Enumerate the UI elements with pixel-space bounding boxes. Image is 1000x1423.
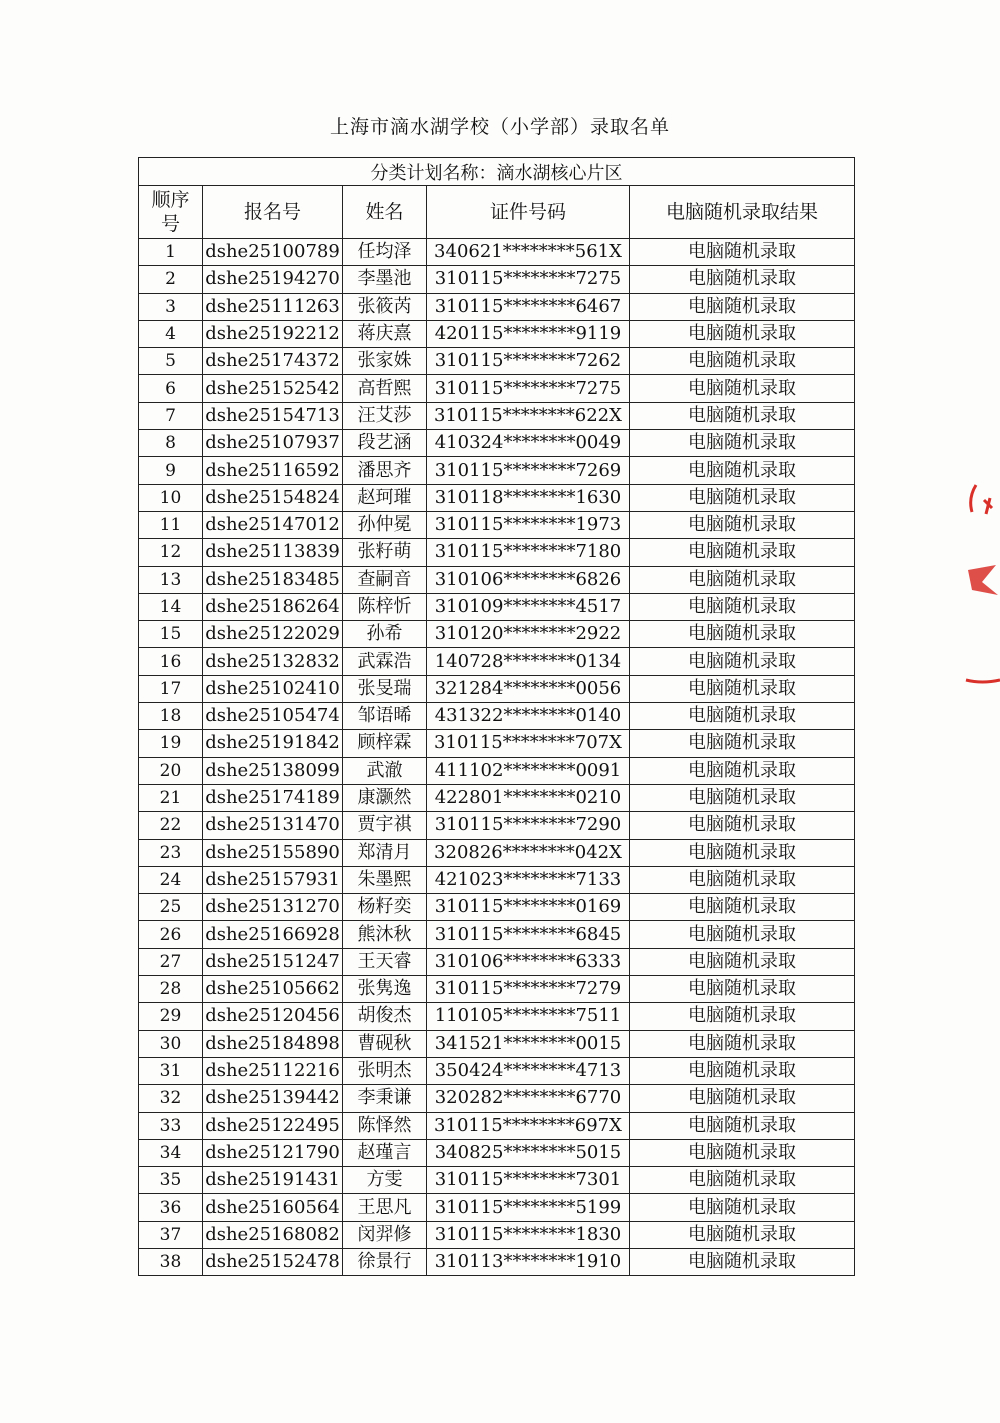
table-row bbox=[139, 976, 855, 1003]
cell-result: 电脑随机录取 bbox=[630, 1139, 855, 1166]
table-row bbox=[139, 948, 855, 975]
cell-name: 康灏然 bbox=[343, 784, 427, 811]
cell-seq: 5 bbox=[139, 348, 203, 375]
table-row bbox=[139, 757, 855, 784]
plan-name-row bbox=[139, 158, 855, 186]
cell-name: 陈怿然 bbox=[343, 1112, 427, 1139]
cell-seq: 4 bbox=[139, 320, 203, 347]
table-row bbox=[139, 348, 855, 375]
cell-seq: 16 bbox=[139, 648, 203, 675]
cell-id-no: 310113********1910 bbox=[427, 1248, 630, 1275]
cell-seq: 32 bbox=[139, 1085, 203, 1112]
cell-seq: 22 bbox=[139, 812, 203, 839]
cell-result: 电脑随机录取 bbox=[630, 976, 855, 1003]
cell-reg-no: dshe25131470 bbox=[203, 812, 343, 839]
cell-result: 电脑随机录取 bbox=[630, 1030, 855, 1057]
cell-seq: 21 bbox=[139, 784, 203, 811]
table-row bbox=[139, 621, 855, 648]
cell-name: 朱墨熙 bbox=[343, 866, 427, 893]
cell-result: 电脑随机录取 bbox=[630, 675, 855, 702]
cell-result: 电脑随机录取 bbox=[630, 730, 855, 757]
table-row bbox=[139, 539, 855, 566]
table-row bbox=[139, 430, 855, 457]
cell-seq: 17 bbox=[139, 675, 203, 702]
cell-name: 贾宇祺 bbox=[343, 812, 427, 839]
cell-id-no: 350424********4713 bbox=[427, 1057, 630, 1084]
table-row bbox=[139, 839, 855, 866]
cell-seq: 13 bbox=[139, 566, 203, 593]
cell-result: 电脑随机录取 bbox=[630, 430, 855, 457]
cell-reg-no: dshe25105474 bbox=[203, 703, 343, 730]
cell-id-no: 310115********6845 bbox=[427, 921, 630, 948]
table-row bbox=[139, 266, 855, 293]
cell-result: 电脑随机录取 bbox=[630, 866, 855, 893]
cell-reg-no: dshe25194270 bbox=[203, 266, 343, 293]
table-row bbox=[139, 730, 855, 757]
cell-id-no: 310115********7301 bbox=[427, 1167, 630, 1194]
cell-id-no: 320282********6770 bbox=[427, 1085, 630, 1112]
cell-reg-no: dshe25183485 bbox=[203, 566, 343, 593]
cell-reg-no: dshe25152542 bbox=[203, 375, 343, 402]
cell-reg-no: dshe25138099 bbox=[203, 757, 343, 784]
cell-id-no: 310120********2922 bbox=[427, 621, 630, 648]
cell-seq: 34 bbox=[139, 1139, 203, 1166]
table-row bbox=[139, 511, 855, 538]
table-row bbox=[139, 566, 855, 593]
cell-id-no: 310115********7275 bbox=[427, 266, 630, 293]
cell-reg-no: dshe25152478 bbox=[203, 1248, 343, 1275]
table-row bbox=[139, 1167, 855, 1194]
cell-reg-no: dshe25151247 bbox=[203, 948, 343, 975]
cell-reg-no: dshe25191431 bbox=[203, 1167, 343, 1194]
header-name: 姓名 bbox=[343, 186, 427, 239]
page-title: 上海市滴水湖学校（小学部）录取名单 bbox=[329, 116, 670, 138]
table-row bbox=[139, 675, 855, 702]
cell-name: 曹砚秋 bbox=[343, 1030, 427, 1057]
cell-seq: 19 bbox=[139, 730, 203, 757]
cell-result: 电脑随机录取 bbox=[630, 1003, 855, 1030]
cell-reg-no: dshe25105662 bbox=[203, 976, 343, 1003]
cell-name: 张旻瑞 bbox=[343, 675, 427, 702]
table-row bbox=[139, 1248, 855, 1275]
cell-reg-no: dshe25154713 bbox=[203, 402, 343, 429]
cell-name: 段艺涵 bbox=[343, 430, 427, 457]
cell-name: 张隽逸 bbox=[343, 976, 427, 1003]
cell-reg-no: dshe25186264 bbox=[203, 593, 343, 620]
cell-reg-no: dshe25160564 bbox=[203, 1194, 343, 1221]
cell-id-no: 310115********1973 bbox=[427, 511, 630, 538]
cell-result: 电脑随机录取 bbox=[630, 593, 855, 620]
cell-result: 电脑随机录取 bbox=[630, 1167, 855, 1194]
cell-result: 电脑随机录取 bbox=[630, 511, 855, 538]
cell-result: 电脑随机录取 bbox=[630, 757, 855, 784]
cell-id-no: 422801********0210 bbox=[427, 784, 630, 811]
cell-seq: 10 bbox=[139, 484, 203, 511]
plan-name-label: 分类计划名称：滴水湖核心片区 bbox=[139, 158, 855, 186]
cell-seq: 33 bbox=[139, 1112, 203, 1139]
table-row bbox=[139, 1139, 855, 1166]
cell-id-no: 310115********5199 bbox=[427, 1194, 630, 1221]
cell-id-no: 310115********622X bbox=[427, 402, 630, 429]
cell-result: 电脑随机录取 bbox=[630, 921, 855, 948]
cell-name: 张家姝 bbox=[343, 348, 427, 375]
cell-reg-no: dshe25102410 bbox=[203, 675, 343, 702]
cell-seq: 36 bbox=[139, 1194, 203, 1221]
cell-id-no: 410324********0049 bbox=[427, 430, 630, 457]
cell-result: 电脑随机录取 bbox=[630, 293, 855, 320]
cell-reg-no: dshe25113839 bbox=[203, 539, 343, 566]
cell-reg-no: dshe25112216 bbox=[203, 1057, 343, 1084]
table-row bbox=[139, 1221, 855, 1248]
cell-result: 电脑随机录取 bbox=[630, 812, 855, 839]
cell-id-no: 140728********0134 bbox=[427, 648, 630, 675]
cell-reg-no: dshe25111263 bbox=[203, 293, 343, 320]
table-row bbox=[139, 375, 855, 402]
cell-result: 电脑随机录取 bbox=[630, 703, 855, 730]
cell-reg-no: dshe25132832 bbox=[203, 648, 343, 675]
cell-name: 张明杰 bbox=[343, 1057, 427, 1084]
table-row bbox=[139, 894, 855, 921]
cell-name: 汪艾莎 bbox=[343, 402, 427, 429]
cell-name: 杨籽奕 bbox=[343, 894, 427, 921]
cell-name: 邹语晞 bbox=[343, 703, 427, 730]
cell-name: 胡俊杰 bbox=[343, 1003, 427, 1030]
cell-seq: 8 bbox=[139, 430, 203, 457]
cell-result: 电脑随机录取 bbox=[630, 1248, 855, 1275]
cell-seq: 20 bbox=[139, 757, 203, 784]
cell-id-no: 310115********697X bbox=[427, 1112, 630, 1139]
cell-seq: 12 bbox=[139, 539, 203, 566]
cell-reg-no: dshe25154824 bbox=[203, 484, 343, 511]
cell-result: 电脑随机录取 bbox=[630, 375, 855, 402]
cell-reg-no: dshe25155890 bbox=[203, 839, 343, 866]
cell-result: 电脑随机录取 bbox=[630, 1221, 855, 1248]
cell-reg-no: dshe25192212 bbox=[203, 320, 343, 347]
cell-id-no: 310115********0169 bbox=[427, 894, 630, 921]
table-row bbox=[139, 484, 855, 511]
cell-result: 电脑随机录取 bbox=[630, 1057, 855, 1084]
cell-id-no: 310115********7262 bbox=[427, 348, 630, 375]
cell-result: 电脑随机录取 bbox=[630, 484, 855, 511]
table-row bbox=[139, 1194, 855, 1221]
seal-icon bbox=[962, 470, 1000, 690]
cell-name: 孙仲冕 bbox=[343, 511, 427, 538]
table-row bbox=[139, 1085, 855, 1112]
table-row bbox=[139, 784, 855, 811]
table-row bbox=[139, 648, 855, 675]
cell-seq: 25 bbox=[139, 894, 203, 921]
cell-result: 电脑随机录取 bbox=[630, 894, 855, 921]
table-row bbox=[139, 402, 855, 429]
cell-name: 赵瑾言 bbox=[343, 1139, 427, 1166]
cell-id-no: 310115********7279 bbox=[427, 976, 630, 1003]
cell-seq: 28 bbox=[139, 976, 203, 1003]
cell-name: 赵珂璀 bbox=[343, 484, 427, 511]
cell-name: 高哲熙 bbox=[343, 375, 427, 402]
cell-id-no: 340621********561X bbox=[427, 239, 630, 266]
cell-id-no: 310115********707X bbox=[427, 730, 630, 757]
table-row bbox=[139, 457, 855, 484]
cell-name: 李墨池 bbox=[343, 266, 427, 293]
cell-name: 徐景行 bbox=[343, 1248, 427, 1275]
cell-seq: 9 bbox=[139, 457, 203, 484]
cell-name: 任均泽 bbox=[343, 239, 427, 266]
cell-reg-no: dshe25174372 bbox=[203, 348, 343, 375]
cell-id-no: 431322********0140 bbox=[427, 703, 630, 730]
cell-id-no: 320826********042X bbox=[427, 839, 630, 866]
table-row bbox=[139, 703, 855, 730]
table-row bbox=[139, 1057, 855, 1084]
cell-name: 陈梓忻 bbox=[343, 593, 427, 620]
cell-seq: 38 bbox=[139, 1248, 203, 1275]
table-row bbox=[139, 293, 855, 320]
header-result: 电脑随机录取结果 bbox=[630, 186, 855, 239]
table-row bbox=[139, 1030, 855, 1057]
cell-name: 张籽萌 bbox=[343, 539, 427, 566]
cell-result: 电脑随机录取 bbox=[630, 784, 855, 811]
cell-result: 电脑随机录取 bbox=[630, 1194, 855, 1221]
cell-id-no: 310115********7180 bbox=[427, 539, 630, 566]
cell-id-no: 310109********4517 bbox=[427, 593, 630, 620]
cell-result: 电脑随机录取 bbox=[630, 402, 855, 429]
admission-table bbox=[138, 157, 855, 1276]
cell-id-no: 321284********0056 bbox=[427, 675, 630, 702]
table-row bbox=[139, 320, 855, 347]
cell-reg-no: dshe25157931 bbox=[203, 866, 343, 893]
cell-id-no: 310106********6333 bbox=[427, 948, 630, 975]
cell-reg-no: dshe25131270 bbox=[203, 894, 343, 921]
cell-reg-no: dshe25107937 bbox=[203, 430, 343, 457]
cell-result: 电脑随机录取 bbox=[630, 648, 855, 675]
cell-id-no: 421023********7133 bbox=[427, 866, 630, 893]
table-row bbox=[139, 1112, 855, 1139]
cell-name: 方雯 bbox=[343, 1167, 427, 1194]
cell-reg-no: dshe25174189 bbox=[203, 784, 343, 811]
cell-reg-no: dshe25100789 bbox=[203, 239, 343, 266]
cell-seq: 2 bbox=[139, 266, 203, 293]
cell-name: 顾梓霖 bbox=[343, 730, 427, 757]
cell-id-no: 310115********6467 bbox=[427, 293, 630, 320]
cell-reg-no: dshe25139442 bbox=[203, 1085, 343, 1112]
cell-name: 熊沐秋 bbox=[343, 921, 427, 948]
cell-result: 电脑随机录取 bbox=[630, 457, 855, 484]
cell-id-no: 310118********1630 bbox=[427, 484, 630, 511]
cell-name: 孙希 bbox=[343, 621, 427, 648]
table-row bbox=[139, 866, 855, 893]
cell-name: 张筱芮 bbox=[343, 293, 427, 320]
table-row bbox=[139, 921, 855, 948]
cell-seq: 11 bbox=[139, 511, 203, 538]
cell-result: 电脑随机录取 bbox=[630, 266, 855, 293]
cell-name: 闵羿修 bbox=[343, 1221, 427, 1248]
table-row bbox=[139, 812, 855, 839]
cell-reg-no: dshe25147012 bbox=[203, 511, 343, 538]
cell-id-no: 310115********1830 bbox=[427, 1221, 630, 1248]
cell-id-no: 310115********7290 bbox=[427, 812, 630, 839]
cell-result: 电脑随机录取 bbox=[630, 566, 855, 593]
cell-result: 电脑随机录取 bbox=[630, 348, 855, 375]
cell-seq: 35 bbox=[139, 1167, 203, 1194]
cell-seq: 29 bbox=[139, 1003, 203, 1030]
cell-name: 武霖浩 bbox=[343, 648, 427, 675]
cell-reg-no: dshe25184898 bbox=[203, 1030, 343, 1057]
table-row bbox=[139, 1003, 855, 1030]
cell-id-no: 340825********5015 bbox=[427, 1139, 630, 1166]
cell-seq: 15 bbox=[139, 621, 203, 648]
cell-seq: 23 bbox=[139, 839, 203, 866]
cell-name: 李秉谦 bbox=[343, 1085, 427, 1112]
cell-id-no: 310115********7275 bbox=[427, 375, 630, 402]
cell-seq: 26 bbox=[139, 921, 203, 948]
cell-seq: 27 bbox=[139, 948, 203, 975]
header-reg-no: 报名号 bbox=[203, 186, 343, 239]
header-id-no: 证件号码 bbox=[427, 186, 630, 239]
cell-reg-no: dshe25120456 bbox=[203, 1003, 343, 1030]
cell-seq: 6 bbox=[139, 375, 203, 402]
cell-reg-no: dshe25168082 bbox=[203, 1221, 343, 1248]
cell-result: 电脑随机录取 bbox=[630, 621, 855, 648]
cell-name: 蒋庆熹 bbox=[343, 320, 427, 347]
cell-result: 电脑随机录取 bbox=[630, 539, 855, 566]
cell-id-no: 110105********7511 bbox=[427, 1003, 630, 1030]
cell-name: 王天睿 bbox=[343, 948, 427, 975]
cell-seq: 3 bbox=[139, 293, 203, 320]
cell-seq: 1 bbox=[139, 239, 203, 266]
cell-seq: 30 bbox=[139, 1030, 203, 1057]
cell-id-no: 341521********0015 bbox=[427, 1030, 630, 1057]
cell-reg-no: dshe25122029 bbox=[203, 621, 343, 648]
cell-result: 电脑随机录取 bbox=[630, 839, 855, 866]
cell-result: 电脑随机录取 bbox=[630, 239, 855, 266]
cell-id-no: 420115********9119 bbox=[427, 320, 630, 347]
table-header-row bbox=[139, 186, 855, 239]
cell-name: 潘思齐 bbox=[343, 457, 427, 484]
cell-seq: 18 bbox=[139, 703, 203, 730]
cell-result: 电脑随机录取 bbox=[630, 1112, 855, 1139]
cell-result: 电脑随机录取 bbox=[630, 320, 855, 347]
cell-reg-no: dshe25191842 bbox=[203, 730, 343, 757]
cell-name: 查嗣音 bbox=[343, 566, 427, 593]
cell-seq: 7 bbox=[139, 402, 203, 429]
cell-id-no: 310106********6826 bbox=[427, 566, 630, 593]
cell-seq: 24 bbox=[139, 866, 203, 893]
cell-seq: 31 bbox=[139, 1057, 203, 1084]
table-row bbox=[139, 239, 855, 266]
cell-name: 武澈 bbox=[343, 757, 427, 784]
cell-id-no: 310115********7269 bbox=[427, 457, 630, 484]
cell-result: 电脑随机录取 bbox=[630, 1085, 855, 1112]
cell-result: 电脑随机录取 bbox=[630, 948, 855, 975]
cell-reg-no: dshe25122495 bbox=[203, 1112, 343, 1139]
cell-seq: 14 bbox=[139, 593, 203, 620]
cell-id-no: 411102********0091 bbox=[427, 757, 630, 784]
cell-seq: 37 bbox=[139, 1221, 203, 1248]
cell-reg-no: dshe25166928 bbox=[203, 921, 343, 948]
cell-name: 郑清月 bbox=[343, 839, 427, 866]
cell-name: 王思凡 bbox=[343, 1194, 427, 1221]
cell-reg-no: dshe25121790 bbox=[203, 1139, 343, 1166]
cell-reg-no: dshe25116592 bbox=[203, 457, 343, 484]
table-row bbox=[139, 593, 855, 620]
header-seq: 顺序号 bbox=[139, 186, 203, 239]
